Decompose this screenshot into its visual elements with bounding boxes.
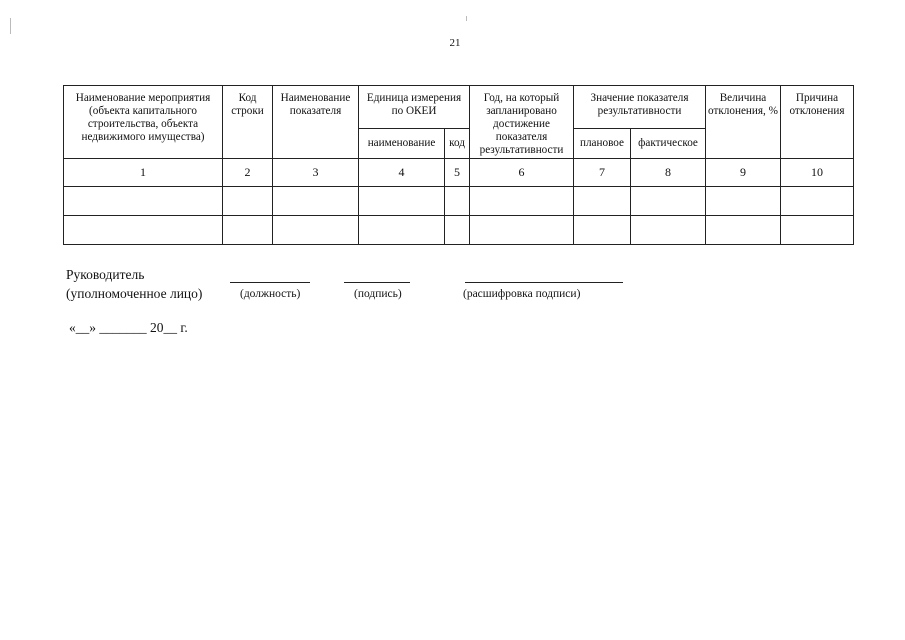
decode-line[interactable] xyxy=(465,282,623,283)
column-number: 4 xyxy=(359,159,445,187)
column-number: 2 xyxy=(223,159,273,187)
sign-line[interactable] xyxy=(344,282,410,283)
table-cell[interactable] xyxy=(631,216,706,245)
header-activity-name: Наименование мероприятия (объекта капитального строительства, объекта недвижимого имущества) xyxy=(64,86,223,159)
table-cell[interactable] xyxy=(64,187,223,216)
header-row xyxy=(64,86,854,129)
header-deviation: Величина отклонения, % xyxy=(706,86,781,159)
header-indicator-name: Наименование показателя xyxy=(273,86,359,159)
table-cell[interactable] xyxy=(706,216,781,245)
table-cell[interactable] xyxy=(445,216,470,245)
table-cell[interactable] xyxy=(223,216,273,245)
page-number: 21 xyxy=(449,37,461,49)
table-cell[interactable] xyxy=(574,187,631,216)
column-number: 6 xyxy=(470,159,574,187)
table-cell[interactable] xyxy=(359,187,445,216)
sign-caption: (подпись) xyxy=(354,288,402,300)
subheader-planned: плановое xyxy=(574,129,631,159)
table-cell[interactable] xyxy=(273,216,359,245)
column-number: 1 xyxy=(64,159,223,187)
header-target-year: Год, на который запланировано достижение показателя результативности xyxy=(470,86,574,159)
table-cell[interactable] xyxy=(359,216,445,245)
table-cell[interactable] xyxy=(445,187,470,216)
header-unit-okei: Единица измерения по ОКЕИ xyxy=(359,86,470,129)
report-table xyxy=(63,85,854,245)
table-cell[interactable] xyxy=(781,216,854,245)
column-number: 3 xyxy=(273,159,359,187)
table-row xyxy=(64,187,854,216)
column-number-row xyxy=(64,159,854,187)
table-cell[interactable] xyxy=(64,216,223,245)
table-cell[interactable] xyxy=(706,187,781,216)
date-line[interactable]: «__» _______ 20__ г. xyxy=(69,320,188,335)
decode-caption: (расшифровка подписи) xyxy=(463,288,581,300)
column-number: 5 xyxy=(445,159,470,187)
signatory-title: Руководитель xyxy=(66,267,145,282)
signatory-subtitle: (уполномоченное лицо) xyxy=(66,286,203,301)
header-row-code: Код строки xyxy=(223,86,273,159)
column-number: 9 xyxy=(706,159,781,187)
header-deviation-reason: Причина отклонения xyxy=(781,86,854,159)
table-row xyxy=(64,216,854,245)
subheader-unit-name: наименование xyxy=(359,129,445,159)
table-cell[interactable] xyxy=(470,187,574,216)
table-cell[interactable] xyxy=(273,187,359,216)
header-indicator-value: Значение показателя результативности xyxy=(574,86,706,129)
scan-mark xyxy=(10,18,11,34)
table-cell[interactable] xyxy=(781,187,854,216)
subheader-unit-code: код xyxy=(445,129,470,159)
table-cell[interactable] xyxy=(470,216,574,245)
scan-mark xyxy=(466,16,467,21)
table-cell[interactable] xyxy=(631,187,706,216)
table-cell[interactable] xyxy=(223,187,273,216)
column-number: 10 xyxy=(781,159,854,187)
signature-block xyxy=(66,267,666,327)
position-caption: (должность) xyxy=(240,288,301,300)
column-number: 7 xyxy=(574,159,631,187)
column-number: 8 xyxy=(631,159,706,187)
subheader-actual: фактическое xyxy=(631,129,706,159)
table-cell[interactable] xyxy=(574,216,631,245)
position-line[interactable] xyxy=(230,282,310,283)
